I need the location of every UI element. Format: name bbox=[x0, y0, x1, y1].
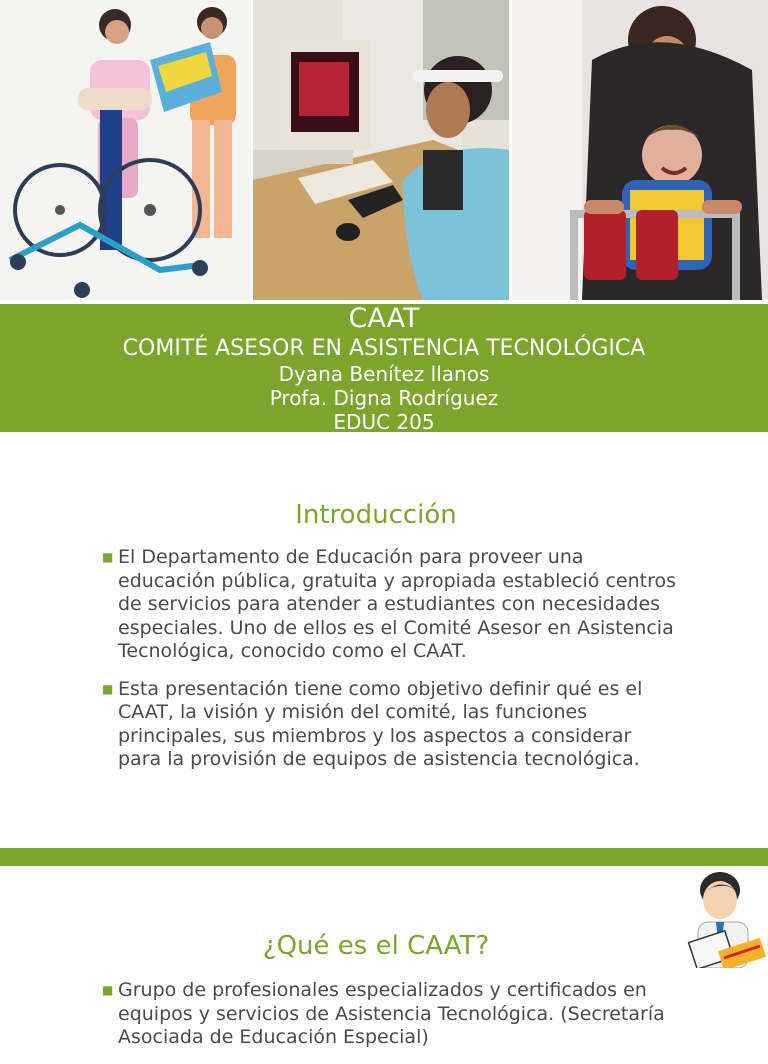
author-name: Dyana Benítez llanos bbox=[278, 362, 490, 386]
slide-divider bbox=[0, 848, 768, 866]
presentation-subtitle: COMITÉ ASESOR EN ASISTENCIA TECNOLÓGICA bbox=[122, 336, 646, 361]
intro-bullet-list bbox=[100, 546, 680, 786]
bullet-text: El Departamento de Educación para proveer una educación pública, gratuita y apropiada estableció centros de servicios para atender a estudiantes con necesidades especiales. Uno de ellos es el Comité Asesor en Asistencia Tecnológica, conocido como el CAAT. bbox=[118, 546, 676, 662]
child-with-walker-photo bbox=[512, 0, 768, 300]
photo-row bbox=[0, 0, 768, 304]
title-band bbox=[0, 304, 768, 432]
course-code: EDUC 205 bbox=[333, 410, 435, 434]
professor-name: Profa. Digna Rodríguez bbox=[269, 386, 499, 410]
bullet-icon: ■ bbox=[102, 550, 114, 564]
what-is-caat-heading: ¿Qué es el CAAT? bbox=[262, 931, 490, 961]
bullet-icon: ■ bbox=[102, 681, 114, 696]
list-item bbox=[100, 678, 680, 772]
list-item bbox=[100, 546, 680, 664]
children-with-wheelchair-photo bbox=[0, 0, 251, 300]
intro-heading: Introducción bbox=[295, 500, 457, 530]
student-at-computer-photo bbox=[253, 0, 509, 300]
caat-bullet-list bbox=[100, 979, 680, 1064]
list-item bbox=[100, 979, 680, 1050]
bullet-text: Grupo de profesionales especializados y certificados en equipos y servicios de Asistencia Tecnológica. (Secretaría Asociada de Educación Especial) bbox=[118, 979, 665, 1048]
bullet-icon: ■ bbox=[102, 983, 114, 997]
presentation-title: CAAT bbox=[348, 303, 420, 334]
bullet-text: Esta presentación tiene como objetivo definir qué es el CAAT, la visión y misión del comité, las funciones principales, sus miembros y los aspectos a considerar para la provisión de equipos de asistencia tecnológica. bbox=[118, 677, 643, 770]
